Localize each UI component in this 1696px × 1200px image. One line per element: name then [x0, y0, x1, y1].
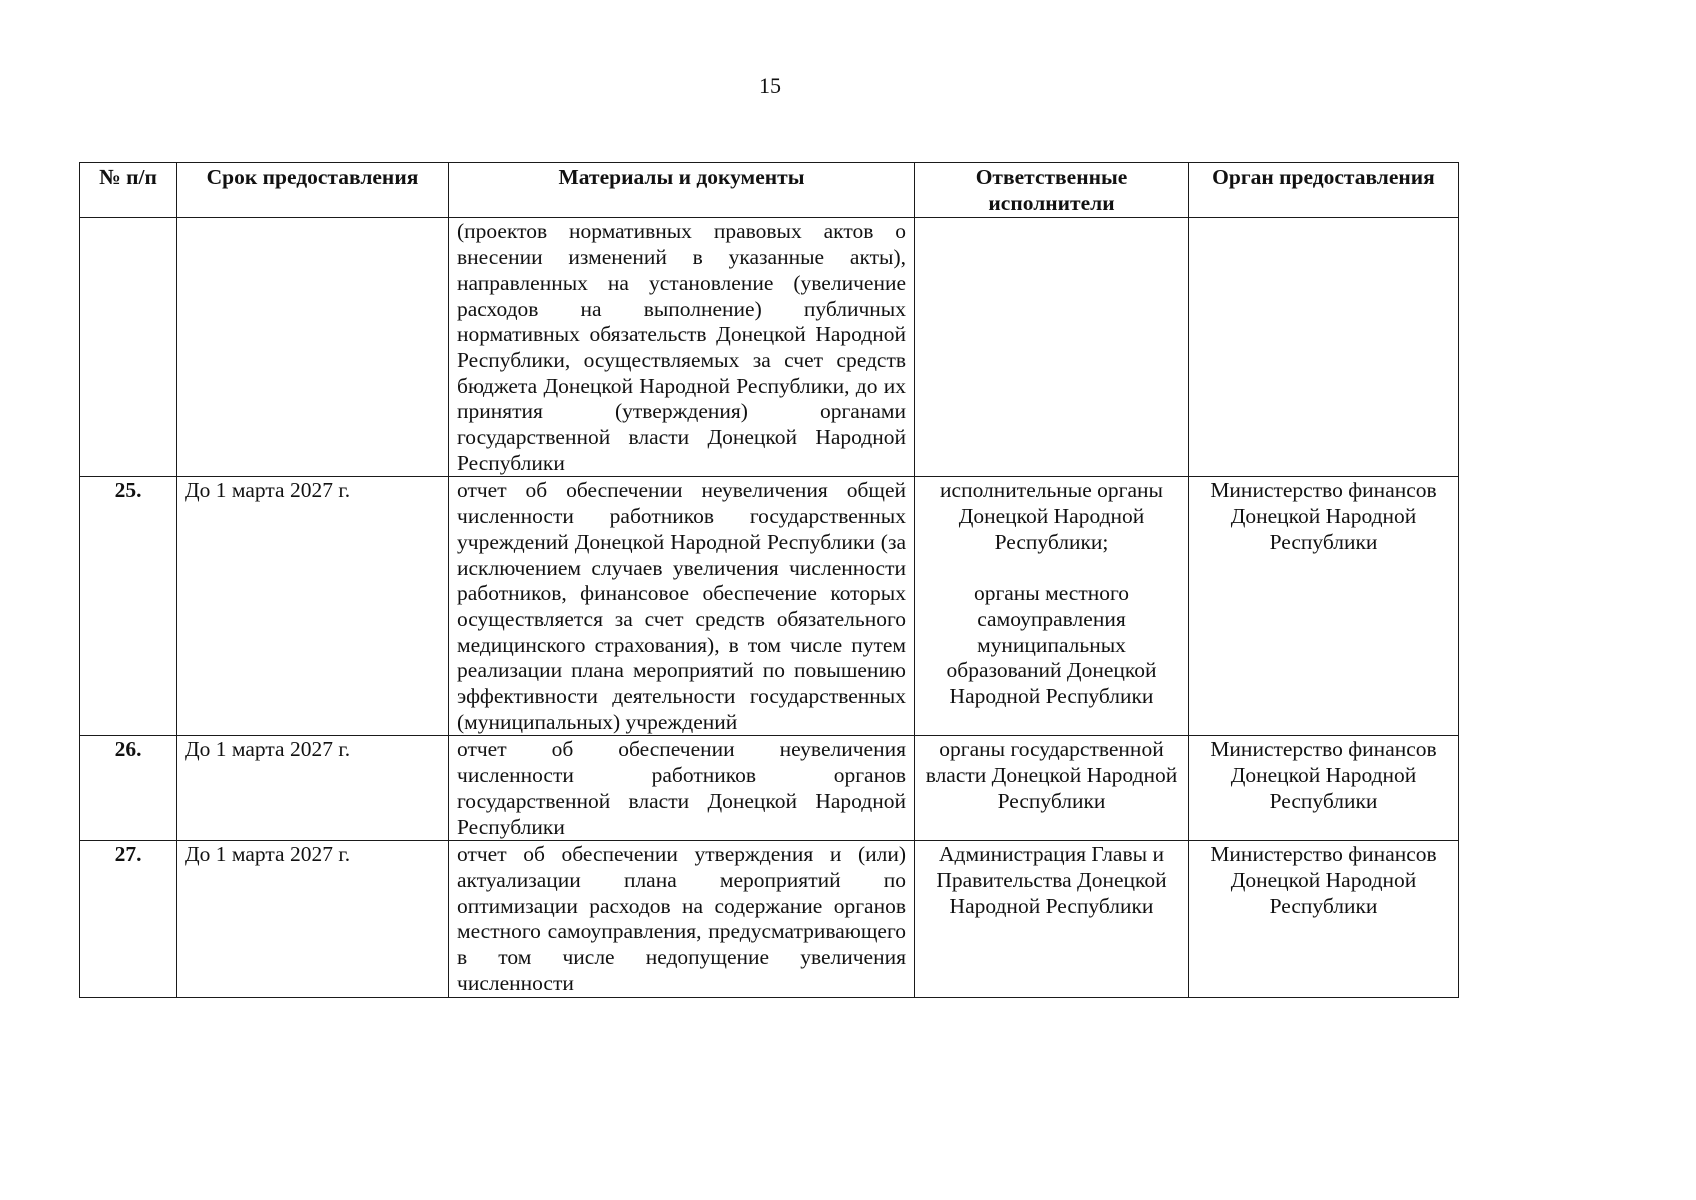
row-organ: Министерство финансов Донецкой Народной Республики [1189, 841, 1459, 997]
row-responsible [915, 841, 1189, 997]
row-term: До 1 марта 2027 г. [177, 736, 449, 841]
table-row [80, 736, 1459, 841]
row-materials: отчет об обеспечении утверждения и (или) актуализации плана мероприятий по оптимизации расходов на содержание органов местного самоуправления, предусматривающего в том числе недопущение увеличения численности [449, 841, 915, 997]
table-row [80, 218, 1459, 477]
row-responsible [915, 736, 1189, 841]
responsible-text: органы государственной власти Донецкой Народной Республики [925, 737, 1178, 813]
responsible-text: исполнительные органы Донецкой Народной Республики; [940, 478, 1163, 554]
row-number: 25. [80, 477, 177, 736]
row-organ: Министерство финансов Донецкой Народной Республики [1189, 477, 1459, 736]
header-materials: Материалы и документы [449, 163, 915, 218]
row-responsible [915, 218, 1189, 477]
header-number: № п/п [80, 163, 177, 218]
row-organ: Министерство финансов Донецкой Народной Республики [1189, 736, 1459, 841]
row-number: 27. [80, 841, 177, 997]
responsible-text: Администрация Главы и Правительства Донецкой Народной Республики [936, 842, 1167, 918]
table-header-row [80, 163, 1459, 218]
row-term [177, 218, 449, 477]
header-term: Срок предоставления [177, 163, 449, 218]
row-number: 26. [80, 736, 177, 841]
row-materials: отчет об обеспечении неувеличения общей численности работников государственных учреждений Донецкой Народной Республики (за исключением случаев увеличения численности работников, финансовое обеспечение которых осуществляется за счет средств обязательного медицинского страхования), в том числе путем реализации плана мероприятий по повышению эффективности деятельности государственных (муниципальных) учреждений [449, 477, 915, 736]
page-number: 15 [759, 73, 781, 98]
row-materials: (проектов нормативных правовых актов о внесении изменений в указанные акты), направленных на установление (увеличение расходов на выполнение) публичных нормативных обязательств Донецкой Народной Республики, осуществляемых за счет средств бюджета Донецкой Народной Республики, до их принятия (утверждения) органами государственной власти Донецкой Народной Республики [449, 218, 915, 477]
row-number [80, 218, 177, 477]
row-organ [1189, 218, 1459, 477]
row-term: До 1 марта 2027 г. [177, 841, 449, 997]
plan-table [79, 162, 1459, 998]
header-organ: Орган предоставления [1189, 163, 1459, 218]
paragraph-gap [923, 556, 1180, 582]
header-responsible: Ответственные исполнители [915, 163, 1189, 218]
row-responsible [915, 477, 1189, 736]
responsible-text-secondary: органы местного самоуправления муниципальных образований Донецкой Народной Республики [946, 581, 1157, 709]
table-row [80, 841, 1459, 997]
row-materials: отчет об обеспечении неувеличения численности работников органов государственной власти Донецкой Народной Республики [449, 736, 915, 841]
row-term: До 1 марта 2027 г. [177, 477, 449, 736]
table-row [80, 477, 1459, 736]
